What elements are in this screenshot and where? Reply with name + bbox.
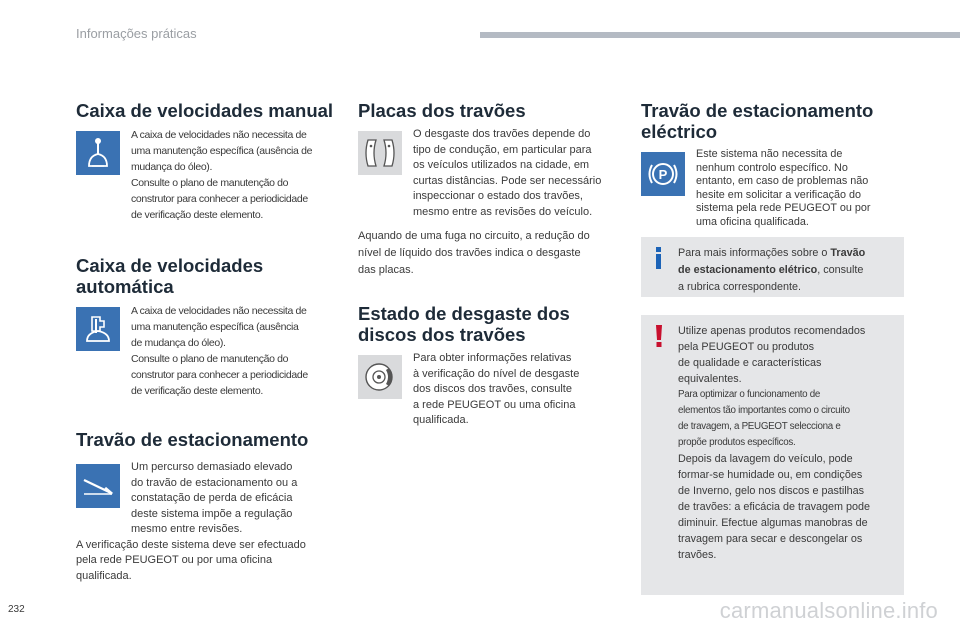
electric-parking-brake-item bbox=[641, 148, 904, 229]
brake-pads-note: Aquando de uma fuga no circuito, a redução do nível de líquido dos travões indica o desgaste das placas. bbox=[358, 230, 590, 276]
heading-automatic-gearbox: Caixa de velocidades automática bbox=[76, 255, 264, 297]
heading-brake-pads: Placas dos travões bbox=[358, 100, 526, 121]
manual-gearbox-text: A caixa de velocidades não necessita de uma manutenção específica (ausência de mudança do óleo). Consulte o plano de manutenção do construtor para conhecer a periodicidade de verificação deste elemento. bbox=[131, 129, 313, 221]
parking-brake-lever-icon bbox=[76, 464, 120, 508]
brake-pads-text: O desgaste dos travões depende do tipo de condução, em particular para os veículos utilizados na cidade, em curtas distâncias. Pode ser necessário inspeccionar o estado dos travões, mesmo entre as revisões do veículo. bbox=[413, 128, 602, 218]
manual-gearbox-item bbox=[76, 127, 341, 223]
brake-discs-text: Para obter informações relativas à verificação do nível de desgaste dos discos dos travões, consulte a rede PEUGEOT ou uma oficina qualificada. bbox=[413, 352, 580, 426]
watermark: carmanualsonline.info bbox=[719, 598, 938, 623]
automatic-gearbox-text: A caixa de velocidades não necessita de uma manutenção específica (ausência de mudança do óleo). Consulte o plano de manutenção do construtor para conhecer a periodicidade de verificação deste elemento. bbox=[131, 305, 308, 397]
electric-parking-brake-text: Este sistema não necessita de nenhum controlo específico. No entanto, em caso de problemas não hesite em solicitar a verificação do sistema pela rede PEUGEOT ou por uma oficina qualificada. bbox=[696, 148, 871, 228]
warning-text-washing: Depois da lavagem do veículo, pode formar-se humidade ou, em condições de Inverno, gelo nos discos e pastilhas de travões: a eficácia de travagem pode diminuir. Efectue algumas manobras de travagem para secar e descongelar os travões. bbox=[678, 453, 871, 561]
heading-parking-brake: Travão de estacionamento bbox=[76, 429, 309, 450]
parking-brake-text: Um percurso demasiado elevado do travão de estacionamento ou a constatação de perda de eficácia deste sistema impõe a regulação mesmo entre revisões. bbox=[131, 461, 298, 535]
automatic-gearbox-item bbox=[76, 303, 341, 399]
electric-parking-brake-icon bbox=[641, 152, 685, 196]
brake-pads-icon bbox=[358, 131, 402, 175]
heading-brake-discs: Estado de desgaste dos discos dos travões bbox=[358, 303, 570, 345]
info-box bbox=[641, 237, 904, 297]
section-header-title: Informações práticas bbox=[76, 26, 197, 41]
page-number: 232 bbox=[8, 604, 25, 615]
parking-brake-note: A verificação deste sistema deve ser efectuado pela rede PEUGEOT ou por uma oficina qualificada. bbox=[76, 538, 306, 582]
column-left bbox=[76, 100, 341, 584]
heading-manual-gearbox: Caixa de velocidades manual bbox=[76, 100, 334, 121]
svg-text:P: P bbox=[658, 167, 668, 182]
column-middle bbox=[358, 100, 623, 429]
warning-icon bbox=[649, 323, 669, 349]
warning-box bbox=[641, 315, 904, 595]
automatic-gearbox-icon bbox=[76, 307, 120, 351]
warning-text-products: Utilize apenas produtos recomendados pela PEUGEOT ou produtos de qualidade e características equivalentes. bbox=[678, 325, 866, 385]
brake-discs-item bbox=[358, 351, 623, 429]
brake-disc-icon bbox=[358, 355, 402, 399]
parking-brake-item bbox=[76, 460, 341, 538]
column-right bbox=[641, 100, 904, 595]
info-text: Para mais informações sobre o Travão de estacionamento elétrico, consulte a rubrica correspondente. bbox=[678, 247, 866, 293]
warning-text-peugeot: Para optimizar o funcionamento de elementos tão importantes como o circuito de travagem, a PEUGEOT selecciona e propõe produtos específicos. bbox=[678, 389, 850, 448]
brake-pads-item bbox=[358, 127, 623, 220]
manual-gearbox-icon bbox=[76, 131, 120, 175]
heading-electric-parking-brake: Travão de estacionamento eléctrico bbox=[641, 100, 874, 142]
info-icon bbox=[649, 245, 669, 271]
header-bar bbox=[480, 32, 960, 38]
